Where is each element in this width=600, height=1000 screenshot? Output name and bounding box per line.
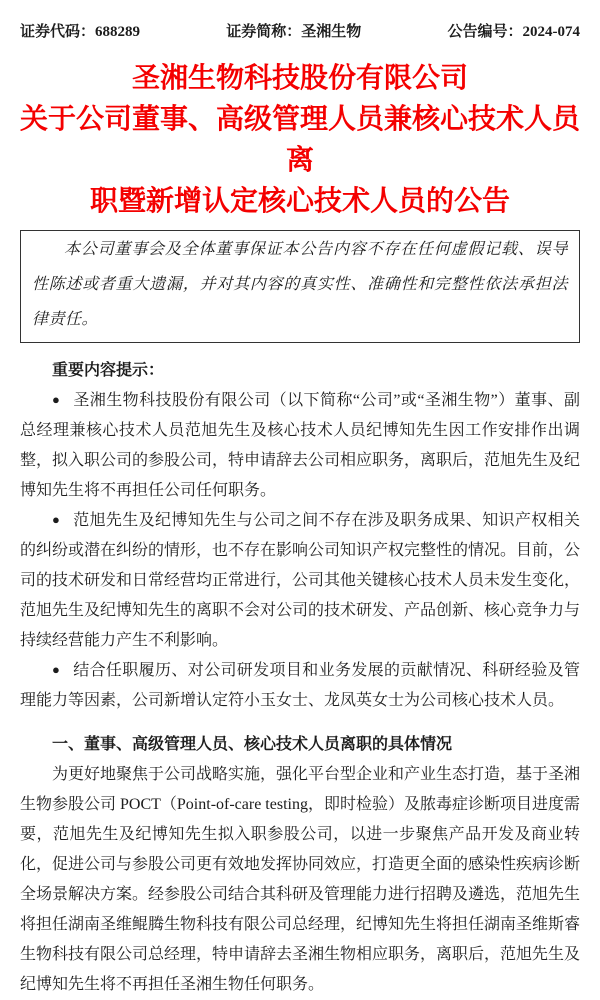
bullet-icon: ●: [52, 392, 61, 407]
notice-bullet-3-text: 结合任职履历、对公司研发项目和业务发展的贡献情况、科研经验及管理能力等因素，公司新增认定符小玉女士、龙凤英女士为公司核心技术人员。: [20, 662, 580, 709]
bullet-icon: ●: [52, 512, 61, 527]
notice-bullet-2: [20, 506, 580, 656]
announcement-number: 公告编号：2024-074: [447, 24, 580, 40]
section-1-paragraph: 为更好地聚焦于公司战略实施，强化平台型企业和产业生态打造，基于圣湘生物参股公司 POCT（Point-of-care testing，即时检验）及脓毒症诊断项目进度需要，范旭先生及纪博知先生拟入职参股公司，以进一步聚焦产品开发及商业转化，促进公司与参股公司更有效地发挥协同效应，打造更全面的感染性疾病诊断全场景解决方案。经参股公司结合其科研及管理能力进行招聘及遴选，范旭先生将担任湖南圣维鲲腾生物科技有限公司总经理，纪博知先生将担任湖南圣维斯睿生物科技有限公司总经理，特申请辞去圣湘生物相应职务，离职后，范旭先生及纪博知先生将不再担任圣湘生物任何职务。: [20, 766, 581, 993]
notice-bullet-2-text: 范旭先生及纪博知先生与公司之间不存在涉及职务成果、知识产权相关的纠纷或潜在纠纷的情形，也不存在影响公司知识产权完整性的情况。目前，公司的技术研发和日常经营均正常进行，公司其他关键核心技术人员未发生变化，范旭先生及纪博知先生的离职不会对公司的技术研发、产品创新、核心竞争力与持续经营能力产生不利影响。: [20, 512, 581, 649]
important-notice-heading: 重要内容提示：: [52, 362, 165, 379]
title-line-3: 职暨新增认定核心技术人员的公告: [89, 185, 510, 216]
bullet-icon: ●: [52, 662, 61, 677]
notice-bullet-1: [20, 386, 580, 506]
title-line-2: 关于公司董事、高级管理人员兼核心技术人员离: [20, 103, 581, 175]
section-1-heading: 一、董事、高级管理人员、核心技术人员离职的具体情况: [52, 736, 453, 753]
title-line-1: 圣湘生物科技股份有限公司: [131, 62, 468, 93]
stock-short-name: 证券简称：圣湘生物: [226, 24, 362, 40]
stock-code: 证券代码：688289: [20, 24, 141, 40]
notice-bullet-3: [20, 656, 580, 716]
disclaimer-box: [20, 230, 580, 343]
disclaimer-text: 本公司董事会及全体董事保证本公告内容不存在任何虚假记载、误导性陈述或者重大遗漏，并对其内容的真实性、准确性和完整性依法承担法律责任。: [32, 241, 568, 328]
announcement-title: [20, 57, 580, 221]
important-notice-section: [20, 356, 580, 716]
doc-meta-header: [20, 22, 580, 42]
departure-details-section: [20, 730, 580, 1000]
notice-bullet-1-text: 圣湘生物科技股份有限公司（以下简称“公司”或“圣湘生物”）董事、副总经理兼核心技术人员范旭先生及核心技术人员纪博知先生因工作安排作出调整，拟入职公司的参股公司，特申请辞去公司相应职务，离职后，范旭先生及纪博知先生将不再担任公司任何职务。: [20, 392, 581, 499]
